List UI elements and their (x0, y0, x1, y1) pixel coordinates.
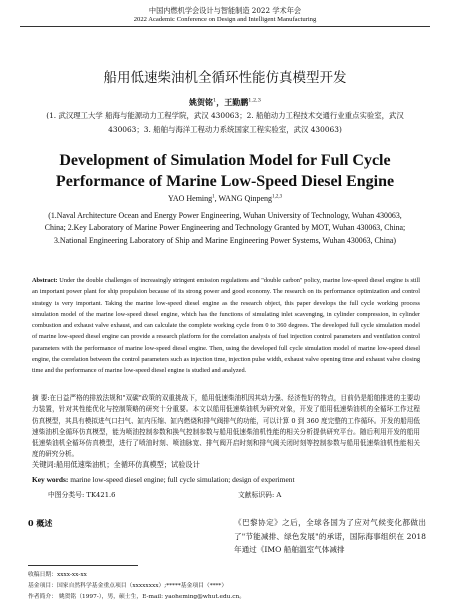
author-en-sup-2: 1,2,3 (272, 194, 283, 200)
keywords-cn-label: 关键词: (32, 460, 56, 469)
keywords-en-text: marine low-speed diesel engine; full cycle simulation; design of experiment (68, 475, 295, 484)
author-en-sup-1: 1 (212, 194, 215, 200)
keywords-cn-text: 船用低速柴油机；全循环仿真模型；试验设计 (56, 460, 200, 469)
classification-row (48, 489, 420, 499)
footnote-author: 作者简介： 姚贺铭（1997-），男，硕士生，E-mail: yaoheming@whut.edu.cn。 (28, 594, 246, 600)
footnote-received: 收稿日期：xxxx-xx-xx (28, 572, 87, 578)
author-sup-1: 1 (213, 97, 217, 104)
affiliations-en: (1.Naval Architecture Ocean and Energy Power Engineering, Wuhan University of Technology, Wuhan 430063, China; 2.Key Laboratory of Marine Power Engineering and Technology Granted by MOT, Wuhan 430063, China; 3.National Engineering Laboratory of Ship and Marine Engineering Power Systems, Wuhan 430063, China) (44, 211, 406, 245)
footnote-fund: 基金项目：国家自然科学基金重点项目（xxxxxxxx）;*****基金项目（****） (28, 583, 228, 589)
document-code: 文献标识码: A (238, 491, 282, 499)
author-en-2: , WANG Qinpeng (214, 194, 273, 203)
header-rule (20, 26, 430, 27)
author-name-1: 姚贺铭 (189, 97, 214, 107)
intro-paragraph: 《巴黎协定》之后，全球各国为了应对气候变化都做出了"节能减排、绿色发展"的承诺，国际海事组织在 2018 年通过《IMO 船舶温室气体减排 (234, 518, 426, 555)
keywords-en (32, 475, 420, 484)
footnote-rule (28, 565, 138, 566)
abstract-en-label: Abstract: (32, 277, 58, 284)
affiliations-cn: (1. 武汉理工大学 船海与能源动力工程学院，武汉 430063；2. 船舶动力工程技术交通行业重点实验室，武汉 430063；3. 船舶与海洋工程动力系统国家工程实验室，武汉 430063) (46, 111, 404, 134)
abstract-cn (32, 393, 420, 461)
author-sup-2: 1,2,3 (248, 97, 261, 104)
section-heading: 0 概述 (28, 518, 53, 528)
keywords-cn (32, 460, 420, 470)
keywords-en-label: Key words: (32, 475, 69, 484)
author-en-1: YAO Heming (167, 194, 213, 203)
abstract-en (32, 275, 420, 377)
running-header-en: 2022 Academic Conference on Design and Intelligent Manufacturing (133, 16, 317, 23)
running-header-cn: 中国内燃机学会设计与智能制造 2022 学术年会 (148, 6, 302, 15)
paper-title-cn: 船用低速柴油机全循环性能仿真模型开发 (103, 70, 347, 86)
authors-en (0, 194, 450, 203)
paper-title-en: Development of Simulation Model for Full Cycle Performance of Marine Low-Speed Diesel Engine (55, 152, 395, 190)
abstract-en-text: Under the double challenges of increasingly stringent emission regulations and "double carbon" policy, marine low-speed diesel engine is still an important power plant for ship propulsion because of its strong power and good economy. The research on its performance optimization and control strategy is very important. Taking the marine low-speed diesel engine as the research object, this paper develops the full cycle working process simulation model of the marine low-speed diesel engine, which has the functions of simulating inlet scavenging, in cylinder compression, in cylinder combustion and exhaust valve exhaust, and can calculate the complete working cycle from 0 to 360 degrees. The developed full cycle simulation model of marine low-speed diesel engine can provide a research platform for the correlation analysis of fuel injection control parameters and ventilation control parameters with the performance of marine low-speed diesel engine. Then, using the developed full cycle simulation model of marine low-speed diesel engine, the correlation between the control parameters such as injection time, injection pulse width, exhaust valve opening time and exhaust valve closing time and the performance of marine low-speed diesel engine is studied and analyzed. (32, 277, 420, 375)
abstract-cn-text: 在日益严格的排放法规和"双碳"政策的双重挑战下，船用低速柴油机因其动力强、经济性好的特点，目前仍是船舶推进的主要动力装置，针对其性能优化与控制策略的研究十分重要。本文以船用低速柴油机为研究对象，开发了船用低速柴油机的全循环工作过程仿真模型，其具有模拟进气口扫气、缸内压缩、缸内燃烧和排气阀排气的功能，可以计算 0 到 360 度完整的工作循环。开发的船用低速柴油机全循环仿真模型，能为喷油控制参数和换气控制参数与船用低速柴油机性能的相关分析提供研究平台。随后利用开发的船用低速柴油机全循环仿真模型，进行了喷油时刻、喷油脉宽、排气阀开启时刻和排气阀关闭时刻等控制参数与船用低速柴油机性能相关度的研究分析。 (32, 394, 420, 459)
authors-cn (0, 97, 450, 108)
clc-number: 中图分类号: TK421.6 (48, 491, 116, 499)
abstract-cn-label: 摘 要: (32, 394, 50, 402)
author-name-2: ，王勤鹏 (216, 97, 249, 107)
